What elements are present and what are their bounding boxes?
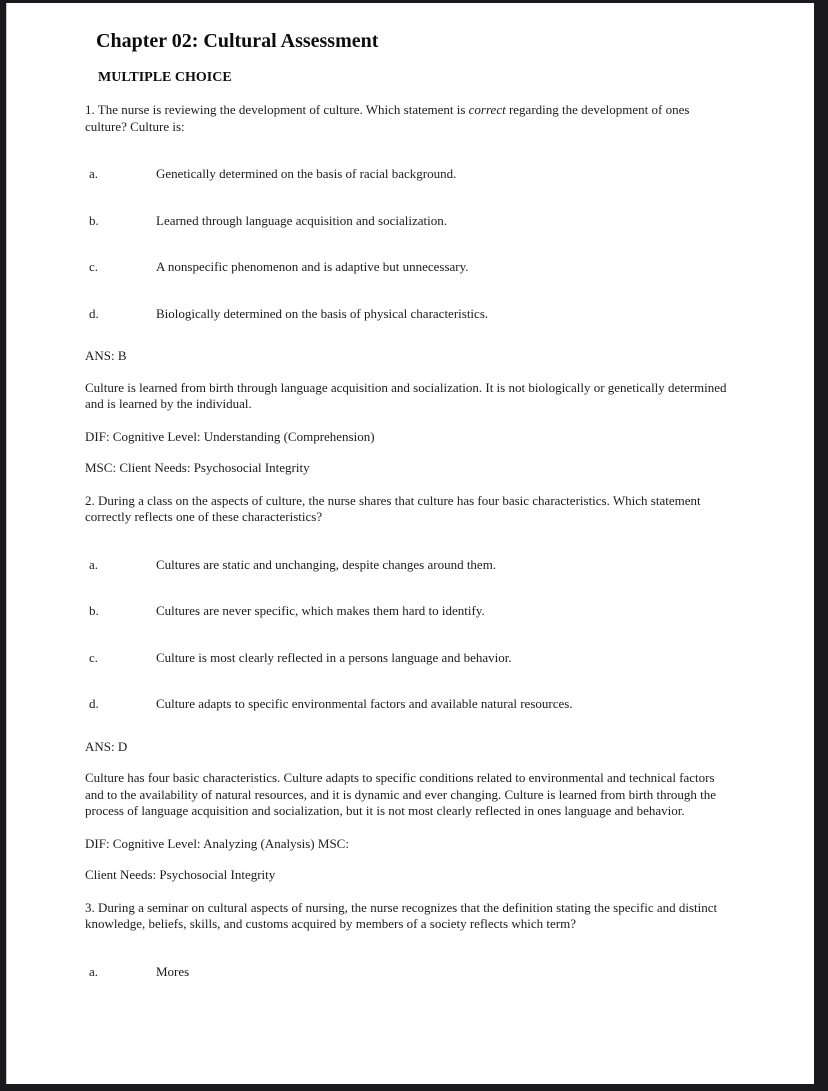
question-2	[85, 493, 728, 884]
option-text: Learned through language acquisition and socialization.	[156, 212, 447, 228]
question-2-text: 2. During a class on the aspects of culture, the nurse shares that culture has four basic characteristics. Which statement correctly reflects one of these characteristics?	[85, 492, 701, 524]
question-2-rationale: Culture has four basic characteristics. Culture adapts to specific conditions related to environmental and technical factors and to the availability of natural resources, and it is dynamic and ever changing. Culture is learned from birth through the process of language acquisition and socialization, but it is not most clearly reflected in ones language and behavior.	[85, 770, 717, 818]
question-3-text: 3. During a seminar on cultural aspects of nursing, the nurse recognizes that the definition stating the specific and distinct knowledge, beliefs, skills, and customs acquired by members of a society reflects which term?	[85, 899, 718, 931]
question-1-text-italic: correct	[468, 102, 506, 117]
question-2-msc-line: Client Needs: Psychosocial Integrity	[85, 867, 276, 882]
question-2-option-b	[89, 603, 728, 620]
option-letter: c.	[89, 259, 99, 274]
question-3	[85, 900, 728, 981]
option-text: Cultures are never specific, which makes them hard to identify.	[156, 603, 485, 618]
option-text: Biologically determined on the basis of physical characteristics.	[156, 305, 489, 321]
question-1-answer: ANS: B	[85, 348, 127, 363]
question-2-option-a	[89, 557, 728, 574]
question-1-rationale: Culture is learned from birth through language acquisition and socialization. It is not biologically or genetically determined and is learned by the individual.	[85, 379, 727, 411]
question-1-option-d	[89, 306, 728, 323]
option-letter: b.	[89, 212, 99, 228]
question-2-answer: ANS: D	[85, 738, 128, 754]
page-title: Chapter 02: Cultural Assessment	[96, 30, 379, 52]
question-2-option-c	[89, 650, 728, 667]
option-text: Mores	[156, 963, 190, 979]
option-letter: a.	[89, 963, 99, 979]
option-letter: d.	[89, 305, 99, 321]
question-1-msc-line: MSC: Client Needs: Psychosocial Integrity	[85, 460, 310, 475]
question-1-dif-line: DIF: Cognitive Level: Understanding (Comprehension)	[85, 428, 375, 444]
section-heading: MULTIPLE CHOICE	[98, 70, 232, 85]
question-1	[85, 102, 728, 477]
question-1-option-b	[89, 213, 728, 230]
question-1-text-post: regarding the development of ones culture? Culture is:	[85, 102, 690, 134]
option-letter: c.	[89, 649, 99, 665]
question-1-text	[85, 102, 728, 135]
question-3-option-a	[89, 964, 728, 981]
option-letter: a.	[89, 556, 99, 572]
option-text: Culture is most clearly reflected in a persons language and behavior.	[156, 649, 512, 665]
option-text: Culture adapts to specific environmental factors and available natural resources.	[156, 696, 573, 711]
document-page	[6, 3, 814, 1084]
question-1-option-a	[89, 166, 728, 183]
question-1-option-c	[89, 259, 728, 276]
option-letter: b.	[89, 603, 99, 618]
option-letter: d.	[89, 696, 99, 711]
option-text: Genetically determined on the basis of racial background.	[156, 166, 457, 181]
question-1-text-pre: 1. The nurse is reviewing the development of culture. Which statement is	[85, 102, 469, 117]
question-2-option-d	[89, 696, 728, 713]
option-letter: a.	[89, 166, 99, 181]
option-text: Cultures are static and unchanging, despite changes around them.	[156, 556, 497, 572]
question-2-dif-line: DIF: Cognitive Level: Analyzing (Analysis) MSC:	[85, 835, 349, 851]
option-text: A nonspecific phenomenon and is adaptive but unnecessary.	[156, 259, 469, 274]
